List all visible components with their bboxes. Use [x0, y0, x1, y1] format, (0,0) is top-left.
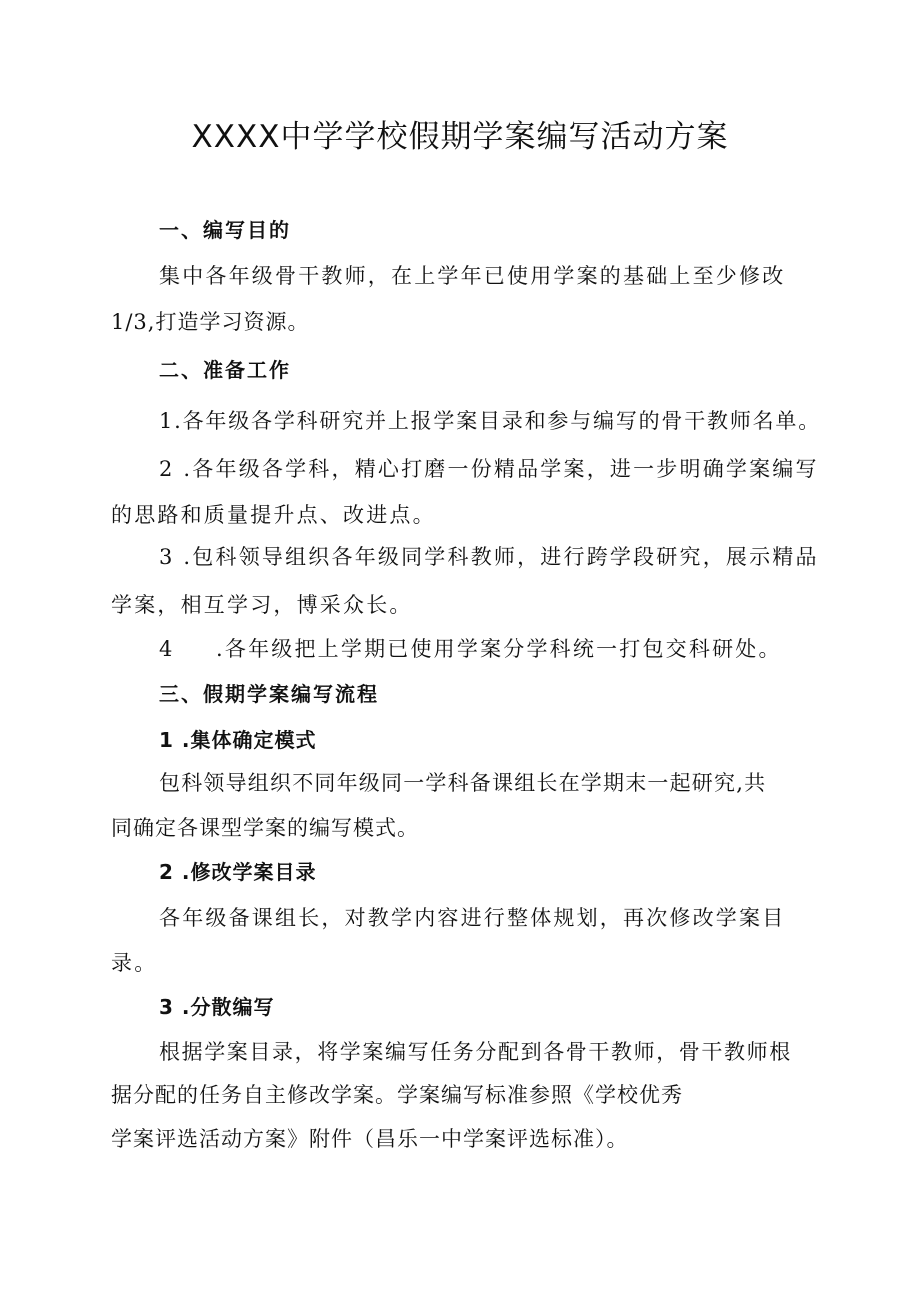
process-step-3-heading: 3 .分散编写	[159, 995, 275, 1019]
preparation-item-4-number: 4	[159, 637, 175, 661]
process-step-3-line-3: 学案评选活动方案》附件（昌乐一中学案评选标准）。	[111, 1127, 629, 1151]
preparation-item-2-line-1: 2 .各年级各学科，精心打磨一份精品学案，进一步明确学案编写	[159, 457, 819, 481]
preparation-item-2-line-2: 的思路和质量提升点、改进点。	[111, 503, 436, 527]
process-step-3-line-1: 根据学案目录，将学案编写任务分配到各骨干教师，骨干教师根	[159, 1040, 792, 1064]
preparation-item-3-line-2: 学案，相互学习，博采众长。	[111, 593, 413, 617]
process-step-1-line-2: 同确定各课型学案的编写模式。	[111, 816, 419, 840]
preparation-item-3-line-1: 3 .包科领导组织各年级同学科教师，进行跨学段研究，展示精品	[159, 545, 819, 569]
document-title: XXXX中学学校假期学案编写活动方案	[191, 119, 729, 155]
paragraph-purpose-line-2: 1/3,打造学习资源。	[111, 310, 310, 334]
process-step-1-heading: 1 .集体确定模式	[159, 728, 317, 752]
preparation-item-1: 1.各年级各学科研究并上报学案目录和参与编写的骨干教师名单。	[159, 409, 822, 433]
preparation-item-4-text: .各年级把上学期已使用学案分学科统一打包交科研处。	[216, 637, 782, 661]
process-step-2-line-1: 各年级备课组长，对教学内容进行整体规划，再次修改学案目	[159, 906, 786, 930]
section-heading-process: 三、假期学案编写流程	[159, 682, 379, 706]
paragraph-purpose-line-1: 集中各年级骨干教师，在上学年已使用学案的基础上至少修改	[159, 264, 786, 288]
section-heading-purpose: 一、编写目的	[159, 218, 291, 242]
process-step-2-heading: 2 .修改学案目录	[159, 860, 317, 884]
process-step-1-line-1: 包科领导组织不同年级同一学科备课组长在学期末一起研究,共	[159, 771, 767, 795]
section-heading-preparation: 二、准备工作	[159, 358, 291, 382]
process-step-2-line-2: 录。	[111, 951, 158, 975]
process-step-3-line-2: 据分配的任务自主修改学案。学案编写标准参照《学校优秀	[111, 1083, 683, 1107]
